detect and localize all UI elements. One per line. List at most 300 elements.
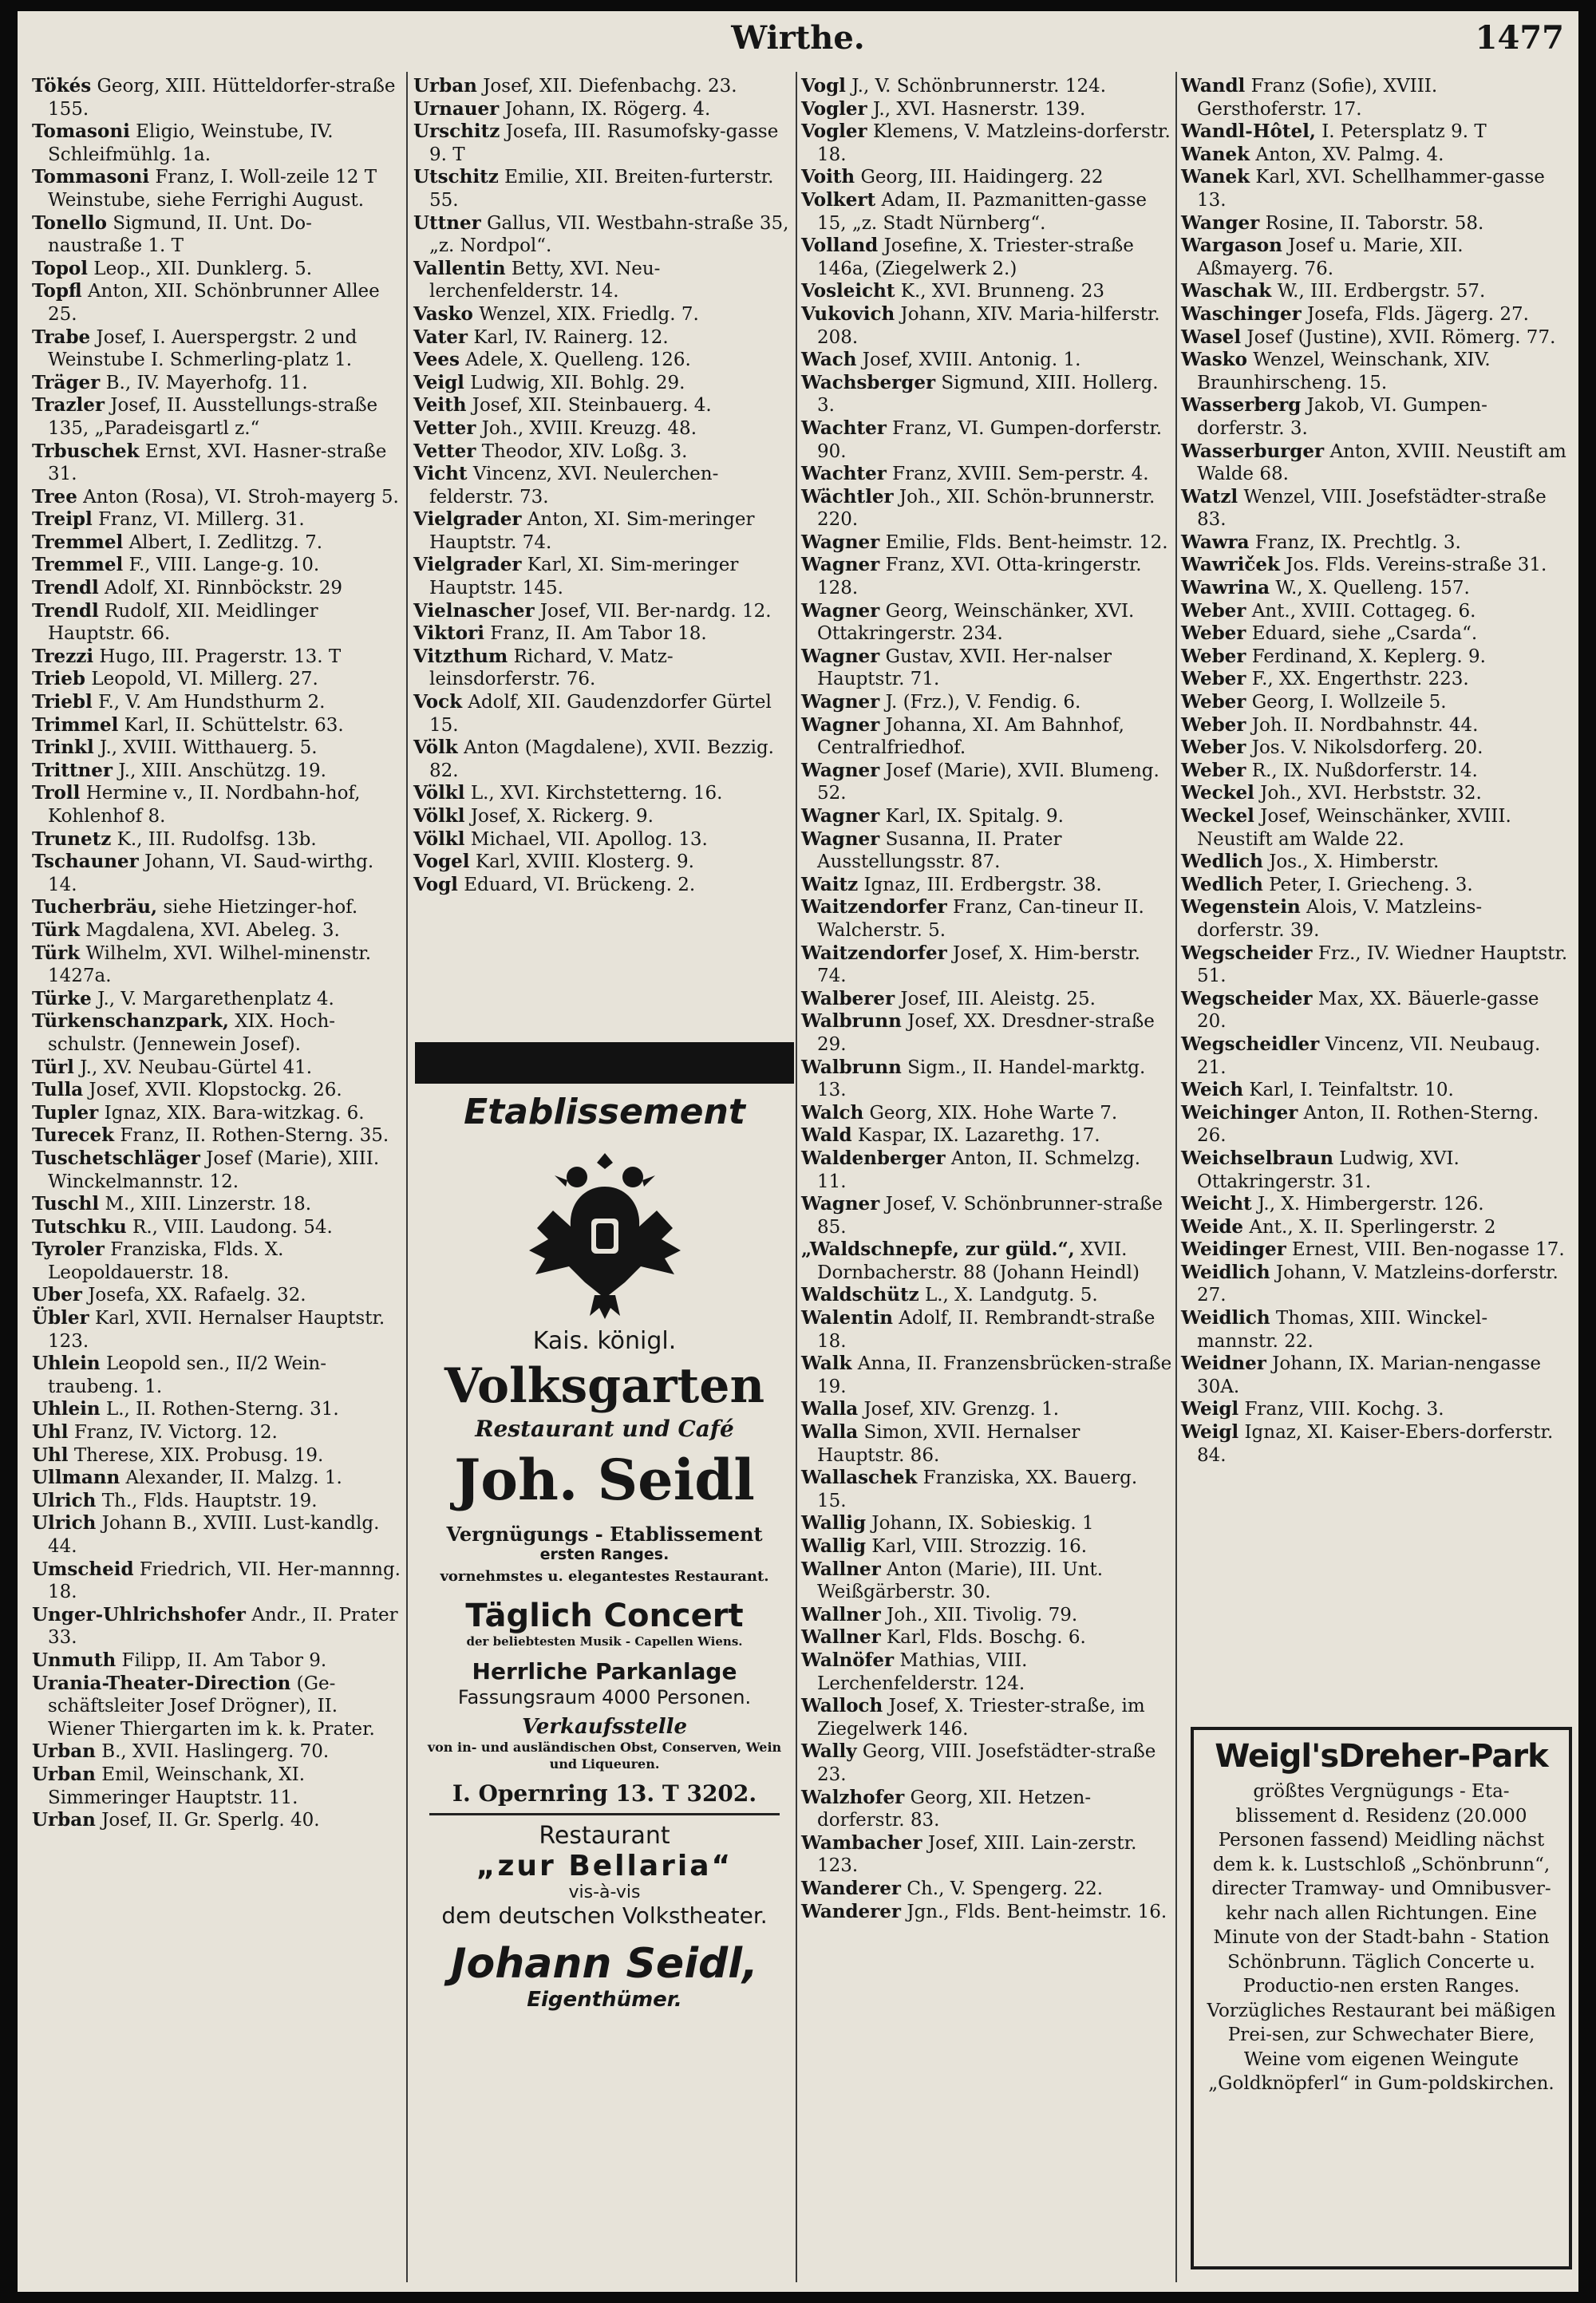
entry-details: Emilie, Flds. Bent-heimstr. 12. bbox=[885, 531, 1168, 553]
entry-details: Gallus, VII. Westbahn-straße 35, „z. Nordpol“. bbox=[429, 212, 789, 257]
entry-details: Therese, XIX. Probusg. 19. bbox=[73, 1444, 324, 1466]
directory-entry bbox=[1181, 691, 1568, 714]
entry-name: Uttner bbox=[413, 211, 481, 234]
entry-details: Peter, I. Griecheng. 3. bbox=[1269, 874, 1473, 895]
entry-details: Ernest, VIII. Ben-nogasse 17. bbox=[1292, 1239, 1565, 1261]
entry-name: Wedlich bbox=[1181, 873, 1263, 895]
entry-name: Tomasoni bbox=[32, 120, 130, 143]
directory-entry bbox=[32, 988, 403, 1011]
entry-details: Franz, XVI. Otta-kringerstr. 128. bbox=[817, 555, 1142, 599]
entry-name: Wambacher bbox=[801, 1831, 922, 1854]
entry-name: Wagner bbox=[801, 1193, 880, 1215]
directory-entry bbox=[1181, 942, 1568, 988]
column-divider bbox=[406, 72, 408, 2282]
entry-details: Karl, II. Schüttelstr. 63. bbox=[124, 714, 344, 736]
entry-name: Wallner bbox=[801, 1626, 881, 1649]
directory-entry bbox=[32, 1079, 403, 1102]
entry-details: Joh., XVI. Herbststr. 32. bbox=[1260, 783, 1482, 804]
directory-entry bbox=[32, 737, 403, 760]
entry-name: Weckel bbox=[1181, 805, 1254, 827]
entry-details: Emil, Weinschank, XI. Simmeringer Hauptstr. 11. bbox=[48, 1764, 306, 1808]
entry-details: J., XV. Neubau-Gürtel 41. bbox=[80, 1057, 313, 1078]
directory-entry bbox=[413, 600, 792, 623]
entry-name: Weich bbox=[1181, 1079, 1244, 1101]
ad-subtitle: Restaurant und Café bbox=[475, 1416, 734, 1442]
entry-name: Trendl bbox=[32, 577, 99, 599]
entry-details: R., VIII. Laudong. 54. bbox=[132, 1216, 333, 1238]
directory-entry bbox=[32, 714, 403, 737]
entry-details: I. Petersplatz 9. T bbox=[1321, 121, 1487, 143]
entry-details: Josef, XII. Diefenbachg. 23. bbox=[483, 76, 737, 97]
directory-entry bbox=[413, 394, 792, 417]
entry-details: Johann, V. Matzleins-dorferstr. 27. bbox=[1197, 1262, 1558, 1306]
entry-name: Waldschütz bbox=[801, 1284, 919, 1306]
directory-entry bbox=[413, 98, 792, 121]
entry-name: Wagner bbox=[801, 805, 880, 827]
entry-details: Franz, XVIII. Sem-perstr. 4. bbox=[892, 464, 1149, 485]
directory-entry bbox=[413, 349, 792, 372]
directory-entry bbox=[801, 1193, 1172, 1238]
entry-name: „Waldschnepfe, zur güld.“, bbox=[801, 1238, 1075, 1261]
directory-entry bbox=[801, 1787, 1172, 1832]
directory-entry bbox=[801, 691, 1172, 714]
ad-heading: Etablissement bbox=[464, 1092, 745, 1132]
entry-name: Wallner bbox=[801, 1603, 881, 1626]
entry-details: Anton, XII. Schönbrunner Allee 25. bbox=[48, 281, 380, 325]
entry-details: XVII. Dornbacherstr. 88 (Johann Heindl) bbox=[817, 1239, 1140, 1283]
entry-details: Sigmund, II. Unt. Do-naustraße 1. T bbox=[48, 212, 312, 257]
entry-details: Josefa, XX. Rafaelg. 32. bbox=[88, 1285, 306, 1306]
directory-entry bbox=[413, 372, 792, 395]
directory-entry bbox=[1181, 440, 1568, 486]
directory-entry bbox=[1181, 896, 1568, 942]
column-divider bbox=[796, 72, 797, 2282]
entry-details: Josef, Weinschänker, XVIII. Neustift am Walde 22. bbox=[1197, 806, 1511, 850]
directory-entry bbox=[413, 782, 792, 805]
entry-name: Träger bbox=[32, 371, 101, 393]
directory-entry bbox=[1181, 1079, 1568, 1102]
entry-name: Wawra bbox=[1181, 531, 1250, 553]
directory-entry bbox=[801, 1695, 1172, 1740]
entry-name: Urschitz bbox=[413, 120, 500, 143]
entry-details: Wenzel, XIX. Friedlg. 7. bbox=[479, 303, 699, 325]
entry-details: Josef, II. Gr. Sperlg. 40. bbox=[101, 1810, 320, 1831]
entry-details: Michael, VII. Apollog. 13. bbox=[470, 828, 708, 850]
directory-entry bbox=[32, 1353, 403, 1398]
entry-details: Karl, Flds. Boschg. 6. bbox=[887, 1627, 1086, 1649]
directory-entry bbox=[413, 691, 792, 737]
entry-name: Unmuth bbox=[32, 1649, 117, 1671]
entry-name: Wanderer bbox=[801, 1900, 902, 1922]
entry-name: Vetter bbox=[413, 417, 476, 439]
entry-details: Anna, II. Franzensbrücken-straße 19. bbox=[817, 1353, 1172, 1397]
entry-details: Franz, II. Rothen-Sterng. 35. bbox=[120, 1125, 389, 1147]
entry-name: Weber bbox=[1181, 713, 1246, 736]
entry-details: Georg, XIX. Hohe Warte 7. bbox=[869, 1102, 1118, 1124]
directory-entry bbox=[1181, 782, 1568, 805]
entry-name: Tremmel bbox=[32, 554, 124, 576]
weigl-dreher-park-advertisement bbox=[1191, 1727, 1572, 2269]
entry-details: Theodor, XIV. Loßg. 3. bbox=[481, 440, 688, 462]
directory-entry bbox=[32, 1238, 403, 1284]
entry-details: Karl, XVI. Schellhammer-gasse 13. bbox=[1197, 167, 1545, 211]
directory-entry bbox=[801, 463, 1172, 486]
directory-entry bbox=[32, 1398, 403, 1421]
entry-details: Josef u. Marie, XII. Aßmayerg. 76. bbox=[1197, 235, 1464, 279]
directory-entry bbox=[1181, 144, 1568, 167]
directory-entry bbox=[32, 782, 403, 828]
ad-divider bbox=[429, 1813, 780, 1815]
entry-name: Vogl bbox=[801, 75, 846, 97]
entry-details: Josef (Marie), XIII. Winckelmannstr. 12. bbox=[48, 1148, 380, 1192]
entry-details: Johann, IX. Marian-nengasse 30A. bbox=[1197, 1353, 1541, 1397]
entry-name: Wargason bbox=[1181, 235, 1282, 257]
entry-name: Türkenschanzpark, bbox=[32, 1010, 229, 1033]
ad-bellaria: „zur Bellaria“ bbox=[476, 1850, 733, 1882]
entry-name: Wasserburger bbox=[1181, 440, 1325, 462]
entry-name: Weichinger bbox=[1181, 1101, 1298, 1124]
entry-name: Weber bbox=[1181, 599, 1246, 622]
directory-entry bbox=[1181, 1421, 1568, 1467]
directory-entry bbox=[801, 1307, 1172, 1353]
directory-entry bbox=[801, 235, 1172, 280]
ad-park: Herrliche Parkanlage bbox=[472, 1658, 737, 1685]
entry-name: Waitzendorfer bbox=[801, 942, 947, 964]
directory-entry bbox=[1181, 1148, 1568, 1193]
entry-name: Utschitz bbox=[413, 166, 499, 188]
entry-details: Gustav, XVII. Her-nalser Hauptstr. 71. bbox=[817, 646, 1112, 690]
directory-entry bbox=[413, 874, 792, 897]
directory-entry bbox=[32, 1124, 403, 1148]
directory-entry bbox=[32, 1216, 403, 1239]
entry-name: Wagner bbox=[801, 759, 880, 781]
entry-name: Wawrina bbox=[1181, 577, 1270, 599]
entry-details: L., II. Rothen-Sterng. 31. bbox=[105, 1399, 339, 1420]
directory-entry bbox=[801, 942, 1172, 988]
directory-entry bbox=[1181, 668, 1568, 691]
directory-entry bbox=[1181, 75, 1568, 120]
directory-entry bbox=[1181, 280, 1568, 303]
entry-name: Trinkl bbox=[32, 737, 94, 759]
ad-restaurant: Restaurant bbox=[539, 1822, 670, 1850]
entry-name: Vees bbox=[413, 349, 460, 371]
entry-name: Wallner bbox=[801, 1558, 881, 1580]
entry-details: Josef, XVII. Klopstockg. 26. bbox=[89, 1080, 342, 1101]
entry-details: Karl, I. Teinfaltstr. 10. bbox=[1249, 1080, 1454, 1101]
entry-name: Wegscheider bbox=[1181, 942, 1313, 964]
entry-name: Türl bbox=[32, 1056, 74, 1078]
entry-details: Josef, I. Auerspergstr. 2 und Weinstube I. Schmerling-platz 1. bbox=[48, 326, 358, 371]
entry-name: Weber bbox=[1181, 668, 1246, 690]
directory-entry bbox=[1181, 486, 1568, 531]
entry-details: Sigm., II. Handel-marktg. 13. bbox=[817, 1057, 1146, 1101]
ad-owner: Joh. Seidl bbox=[454, 1447, 755, 1513]
entry-details: W., III. Erdbergstr. 57. bbox=[1277, 281, 1486, 302]
directory-entry bbox=[801, 805, 1172, 828]
entry-name: Waitz bbox=[801, 873, 859, 895]
entry-details: Eduard, siehe „Csarda“. bbox=[1251, 623, 1478, 645]
entry-details: Friedrich, VII. Her-mannng. 18. bbox=[48, 1558, 401, 1603]
entry-details: Simon, XVII. Hernalser Hauptstr. 86. bbox=[817, 1422, 1080, 1466]
directory-entry bbox=[1181, 851, 1568, 874]
entry-details: K., XVI. Brunneng. 23 bbox=[900, 281, 1104, 302]
entry-details: Adolf, XI. Rinnböckstr. 29 bbox=[105, 578, 343, 599]
entry-name: Wegscheider bbox=[1181, 987, 1313, 1009]
directory-entry bbox=[801, 486, 1172, 531]
directory-entry bbox=[801, 1535, 1172, 1558]
entry-name: Voith bbox=[801, 166, 855, 188]
directory-entry bbox=[801, 600, 1172, 646]
entry-details: Ignaz, XIX. Bara-witzkag. 6. bbox=[104, 1102, 365, 1124]
entry-name: Tommasoni bbox=[32, 166, 150, 188]
entry-details: J., XIII. Anschützg. 19. bbox=[118, 760, 326, 781]
entry-name: Vielgrader bbox=[413, 508, 522, 531]
entry-name: Uhlein bbox=[32, 1353, 101, 1375]
directory-entry bbox=[801, 1057, 1172, 1102]
entry-name: Wanek bbox=[1181, 166, 1250, 188]
directory-entry bbox=[801, 349, 1172, 372]
entry-details: Karl, XI. Sim-meringer Hauptstr. 145. bbox=[429, 555, 739, 599]
directory-entry bbox=[801, 1124, 1172, 1148]
entry-details: Emilie, XII. Breiten-furterstr. 55. bbox=[429, 167, 774, 211]
entry-name: Wanek bbox=[1181, 143, 1250, 165]
directory-entry bbox=[413, 417, 792, 440]
entry-details: J., XVIII. Witthauerg. 5. bbox=[100, 737, 318, 759]
entry-name: Viktori bbox=[413, 622, 484, 645]
directory-entry bbox=[1181, 1398, 1568, 1421]
entry-name: Wagner bbox=[801, 554, 880, 576]
directory-entry bbox=[801, 1512, 1172, 1535]
directory-entry bbox=[801, 189, 1172, 235]
entry-name: Wagner bbox=[801, 828, 880, 850]
entry-details: F., XX. Engerthstr. 223. bbox=[1251, 669, 1469, 690]
directory-entry bbox=[801, 1832, 1172, 1878]
directory-entry bbox=[801, 1421, 1172, 1467]
directory-entry bbox=[413, 440, 792, 464]
directory-entry bbox=[413, 120, 792, 166]
entry-details: Hugo, III. Pragerstr. 13. T bbox=[99, 646, 342, 667]
directory-entry bbox=[32, 1284, 403, 1307]
entry-details: J., XVI. Hasnerstr. 139. bbox=[872, 98, 1086, 120]
entry-details: Karl, IV. Rainerg. 12. bbox=[473, 326, 669, 348]
entry-name: Türk bbox=[32, 918, 81, 941]
entry-name: Vielnascher bbox=[413, 599, 535, 622]
directory-entry bbox=[32, 440, 403, 486]
entry-name: Tuschetschläger bbox=[32, 1147, 200, 1169]
entry-name: Trieb bbox=[32, 668, 86, 690]
directory-entry bbox=[801, 1353, 1172, 1398]
directory-entry bbox=[1181, 1216, 1568, 1239]
entry-details: Josefa, III. Rasumofsky-gasse 9. T bbox=[429, 121, 779, 165]
directory-entry bbox=[32, 1604, 403, 1649]
entry-details: Ant., X. II. Sperlingerstr. 2 bbox=[1249, 1216, 1496, 1238]
directory-entry bbox=[801, 1148, 1172, 1193]
ad-top-bar bbox=[415, 1042, 794, 1084]
directory-entry bbox=[801, 166, 1172, 189]
entry-details: Anton, II. Schmelzg. 11. bbox=[817, 1148, 1141, 1192]
entry-name: Wagner bbox=[801, 645, 880, 667]
entry-name: Türk bbox=[32, 942, 81, 964]
directory-entry bbox=[32, 372, 403, 395]
directory-entry bbox=[801, 1284, 1172, 1307]
directory-entry bbox=[1181, 120, 1568, 144]
entry-details: Rudolf, XII. Meidlinger Hauptstr. 66. bbox=[48, 600, 318, 645]
entry-name: Urban bbox=[32, 1809, 96, 1831]
entry-name: Wachsberger bbox=[801, 371, 936, 393]
directory-entry bbox=[1181, 805, 1568, 851]
entries-column-3 bbox=[801, 75, 1172, 2277]
entry-name: Trendl bbox=[32, 599, 99, 622]
entry-name: Wandl-Hôtel, bbox=[1181, 120, 1316, 143]
entry-details: Georg, I. Wollzeile 5. bbox=[1251, 692, 1447, 713]
entry-details: Joh., XII. Tivolig. 79. bbox=[887, 1604, 1078, 1626]
directory-entry bbox=[413, 554, 792, 599]
entries-column-1 bbox=[32, 75, 403, 2277]
entry-details: F., V. Am Hundsthurm 2. bbox=[98, 692, 326, 713]
entry-details: Jgn., Flds. Bent-heimstr. 16. bbox=[907, 1901, 1167, 1922]
entry-name: Weidlich bbox=[1181, 1261, 1270, 1283]
entry-details: Kaspar, IX. Lazarethg. 17. bbox=[857, 1125, 1100, 1147]
entry-details: Karl, IX. Spitalg. 9. bbox=[885, 806, 1064, 827]
entry-name: Weckel bbox=[1181, 782, 1254, 804]
entry-name: Waschinger bbox=[1181, 302, 1302, 325]
directory-entry bbox=[32, 760, 403, 783]
entry-name: Völkl bbox=[413, 805, 465, 827]
entry-name: Wasko bbox=[1181, 349, 1247, 371]
entry-name: Trazler bbox=[32, 394, 105, 417]
entry-name: Wasserberg bbox=[1181, 394, 1302, 417]
entry-name: Wally bbox=[801, 1740, 857, 1763]
entry-name: Wanger bbox=[1181, 211, 1260, 234]
entry-details: Alexander, II. Malzg. 1. bbox=[125, 1468, 342, 1489]
entry-name: Vallentin bbox=[413, 257, 506, 279]
ad-venue-name: Volksgarten bbox=[444, 1358, 765, 1414]
ad-line-1: Vergnügungs - Etablissement bbox=[446, 1523, 763, 1546]
entry-name: Wedlich bbox=[1181, 851, 1263, 873]
entry-details: Adam, II. Pazmanitten-gasse 15, „z. Stadt Nürnberg“. bbox=[817, 189, 1148, 234]
ad-address: I. Opernring 13. T 3202. bbox=[452, 1780, 757, 1807]
directory-entry bbox=[32, 1148, 403, 1193]
entry-name: Weidner bbox=[1181, 1353, 1266, 1375]
directory-entry bbox=[32, 577, 403, 600]
entry-name: Urban bbox=[32, 1763, 96, 1785]
directory-entry bbox=[1181, 622, 1568, 646]
directory-entry bbox=[413, 258, 792, 303]
entry-details: Jos. V. Nikolsdorferg. 20. bbox=[1251, 737, 1483, 759]
entry-name: Walbrunn bbox=[801, 1010, 902, 1033]
ad2-body: größtes Vergnügungs - Eta-blissement d. Residenz (20.000 Personen fassend) Meidling nächst dem k. k. Lustschloß „Schönbrunn“, directer Tramway- und Omnibusver-kehr nach allen Richtungen. Eine Minute von der Stadt-bahn - Station Schönbrunn. Täglich Concerte u. Productio-nen ersten Ranges. Vorzügliches Restaurant bei mäßigen Prei-sen, zur Schwechater Biere, Weine vom eigenen Weingute „Goldknöpferl“ in Gum-poldskirchen. bbox=[1207, 1781, 1556, 2094]
directory-entry bbox=[801, 372, 1172, 417]
entry-name: Wachter bbox=[801, 463, 887, 485]
entry-name: Vogler bbox=[801, 120, 867, 143]
entry-name: Völkl bbox=[413, 782, 465, 804]
entry-details: Jakob, VI. Gumpen-dorferstr. 3. bbox=[1197, 395, 1487, 439]
entry-details: Joh., XVIII. Kreuzg. 48. bbox=[481, 417, 697, 439]
directory-entry bbox=[801, 760, 1172, 805]
entry-name: Weber bbox=[1181, 737, 1246, 759]
directory-entry bbox=[1181, 394, 1568, 440]
entry-details: Georg, XIII. Hütteldorfer-straße 155. bbox=[48, 76, 396, 120]
entry-details: Ludwig, XVI. Ottakringerstr. 31. bbox=[1197, 1148, 1460, 1192]
entry-details: Andr., II. Prater 33. bbox=[48, 1604, 398, 1649]
entry-name: Veigl bbox=[413, 371, 464, 393]
entry-details: Betty, XVI. Neu-lerchenfelderstr. 14. bbox=[429, 258, 661, 302]
entry-name: Turecek bbox=[32, 1124, 115, 1147]
directory-entry bbox=[1181, 646, 1568, 669]
entry-details: Franz, VI. Millerg. 31. bbox=[98, 509, 305, 531]
entry-name: Wegscheidler bbox=[1181, 1033, 1320, 1055]
directory-entry bbox=[1181, 577, 1568, 600]
entry-name: Weigl bbox=[1181, 1421, 1239, 1444]
entry-details: L., XVI. Kirchstetterng. 16. bbox=[470, 783, 723, 804]
entry-name: Vicht bbox=[413, 463, 468, 485]
ad-kk-line: Kais. königl. bbox=[532, 1327, 677, 1355]
entry-name: Walch bbox=[801, 1101, 864, 1124]
entry-name: Tucherbräu, bbox=[32, 896, 158, 918]
entry-name: Vogl bbox=[413, 873, 458, 895]
entry-details: Vincenz, VII. Neubaug. 21. bbox=[1197, 1033, 1541, 1078]
entry-name: Weidlich bbox=[1181, 1307, 1270, 1329]
entry-details: Eduard, VI. Brückeng. 2. bbox=[464, 874, 696, 895]
directory-entry bbox=[413, 508, 792, 554]
entry-details: W., X. Quelleng. 157. bbox=[1275, 578, 1470, 599]
page-number: 1477 bbox=[1475, 19, 1564, 57]
directory-entry bbox=[413, 851, 792, 874]
entry-name: Wagner bbox=[801, 599, 880, 622]
directory-entry bbox=[801, 1398, 1172, 1421]
entry-details: Alois, V. Matzleins-dorferstr. 39. bbox=[1197, 897, 1483, 941]
entry-name: Völk bbox=[413, 737, 458, 759]
directory-entry bbox=[32, 120, 403, 166]
entry-name: Vetter bbox=[413, 440, 476, 462]
entry-details: Josef, XIV. Grenzg. 1. bbox=[863, 1399, 1060, 1420]
entry-details: B., IV. Mayerhofg. 11. bbox=[105, 372, 308, 393]
directory-entry bbox=[1181, 737, 1568, 760]
directory-entry bbox=[32, 394, 403, 440]
directory-entry bbox=[1181, 1262, 1568, 1307]
entry-details: Josefine, X. Triester-straße 146a, (Ziegelwerk 2.) bbox=[817, 235, 1134, 279]
entry-name: Urban bbox=[32, 1740, 96, 1763]
entry-name: Wallaschek bbox=[801, 1467, 918, 1489]
directory-entry bbox=[1181, 1238, 1568, 1262]
ad-capacity: Fassungsraum 4000 Personen. bbox=[457, 1686, 752, 1708]
entry-details: K., III. Rudolfsg. 13b. bbox=[117, 828, 317, 850]
entry-details: Franz (Sofie), XVIII. Gersthoferstr. 17. bbox=[1197, 76, 1438, 120]
entry-details: J., V. Schönbrunnerstr. 124. bbox=[851, 76, 1107, 97]
directory-entry bbox=[801, 1238, 1172, 1284]
entry-details: Josef, X. Him-berstr. 74. bbox=[817, 942, 1140, 987]
directory-entry bbox=[32, 212, 403, 258]
entry-details: Ernst, XVI. Hasner-straße 31. bbox=[48, 440, 387, 485]
directory-entry bbox=[413, 303, 792, 326]
directory-entry bbox=[32, 896, 403, 919]
directory-entry bbox=[32, 1421, 403, 1444]
entry-name: Vukovich bbox=[801, 302, 895, 325]
entry-name: Weide bbox=[1181, 1215, 1244, 1238]
directory-entry bbox=[1181, 714, 1568, 737]
entry-name: Tulla bbox=[32, 1079, 84, 1101]
directory-entry bbox=[413, 737, 792, 782]
entry-name: Watzl bbox=[1181, 485, 1238, 508]
entry-details: Josef, V. Schönbrunner-straße 85. bbox=[817, 1194, 1163, 1238]
entry-details: Wilhelm, XVI. Wilhel-minenstr. 1427a. bbox=[48, 942, 372, 987]
directory-entry bbox=[801, 1604, 1172, 1627]
entry-name: Urania-Theater-Direction bbox=[32, 1672, 291, 1694]
entry-details: Ludwig, XII. Bohlg. 29. bbox=[470, 372, 685, 393]
entry-details: Karl, XVII. Hernalser Hauptstr. 123. bbox=[48, 1308, 385, 1352]
entry-name: Vater bbox=[413, 326, 468, 348]
entry-name: Walzhofer bbox=[801, 1786, 905, 1808]
